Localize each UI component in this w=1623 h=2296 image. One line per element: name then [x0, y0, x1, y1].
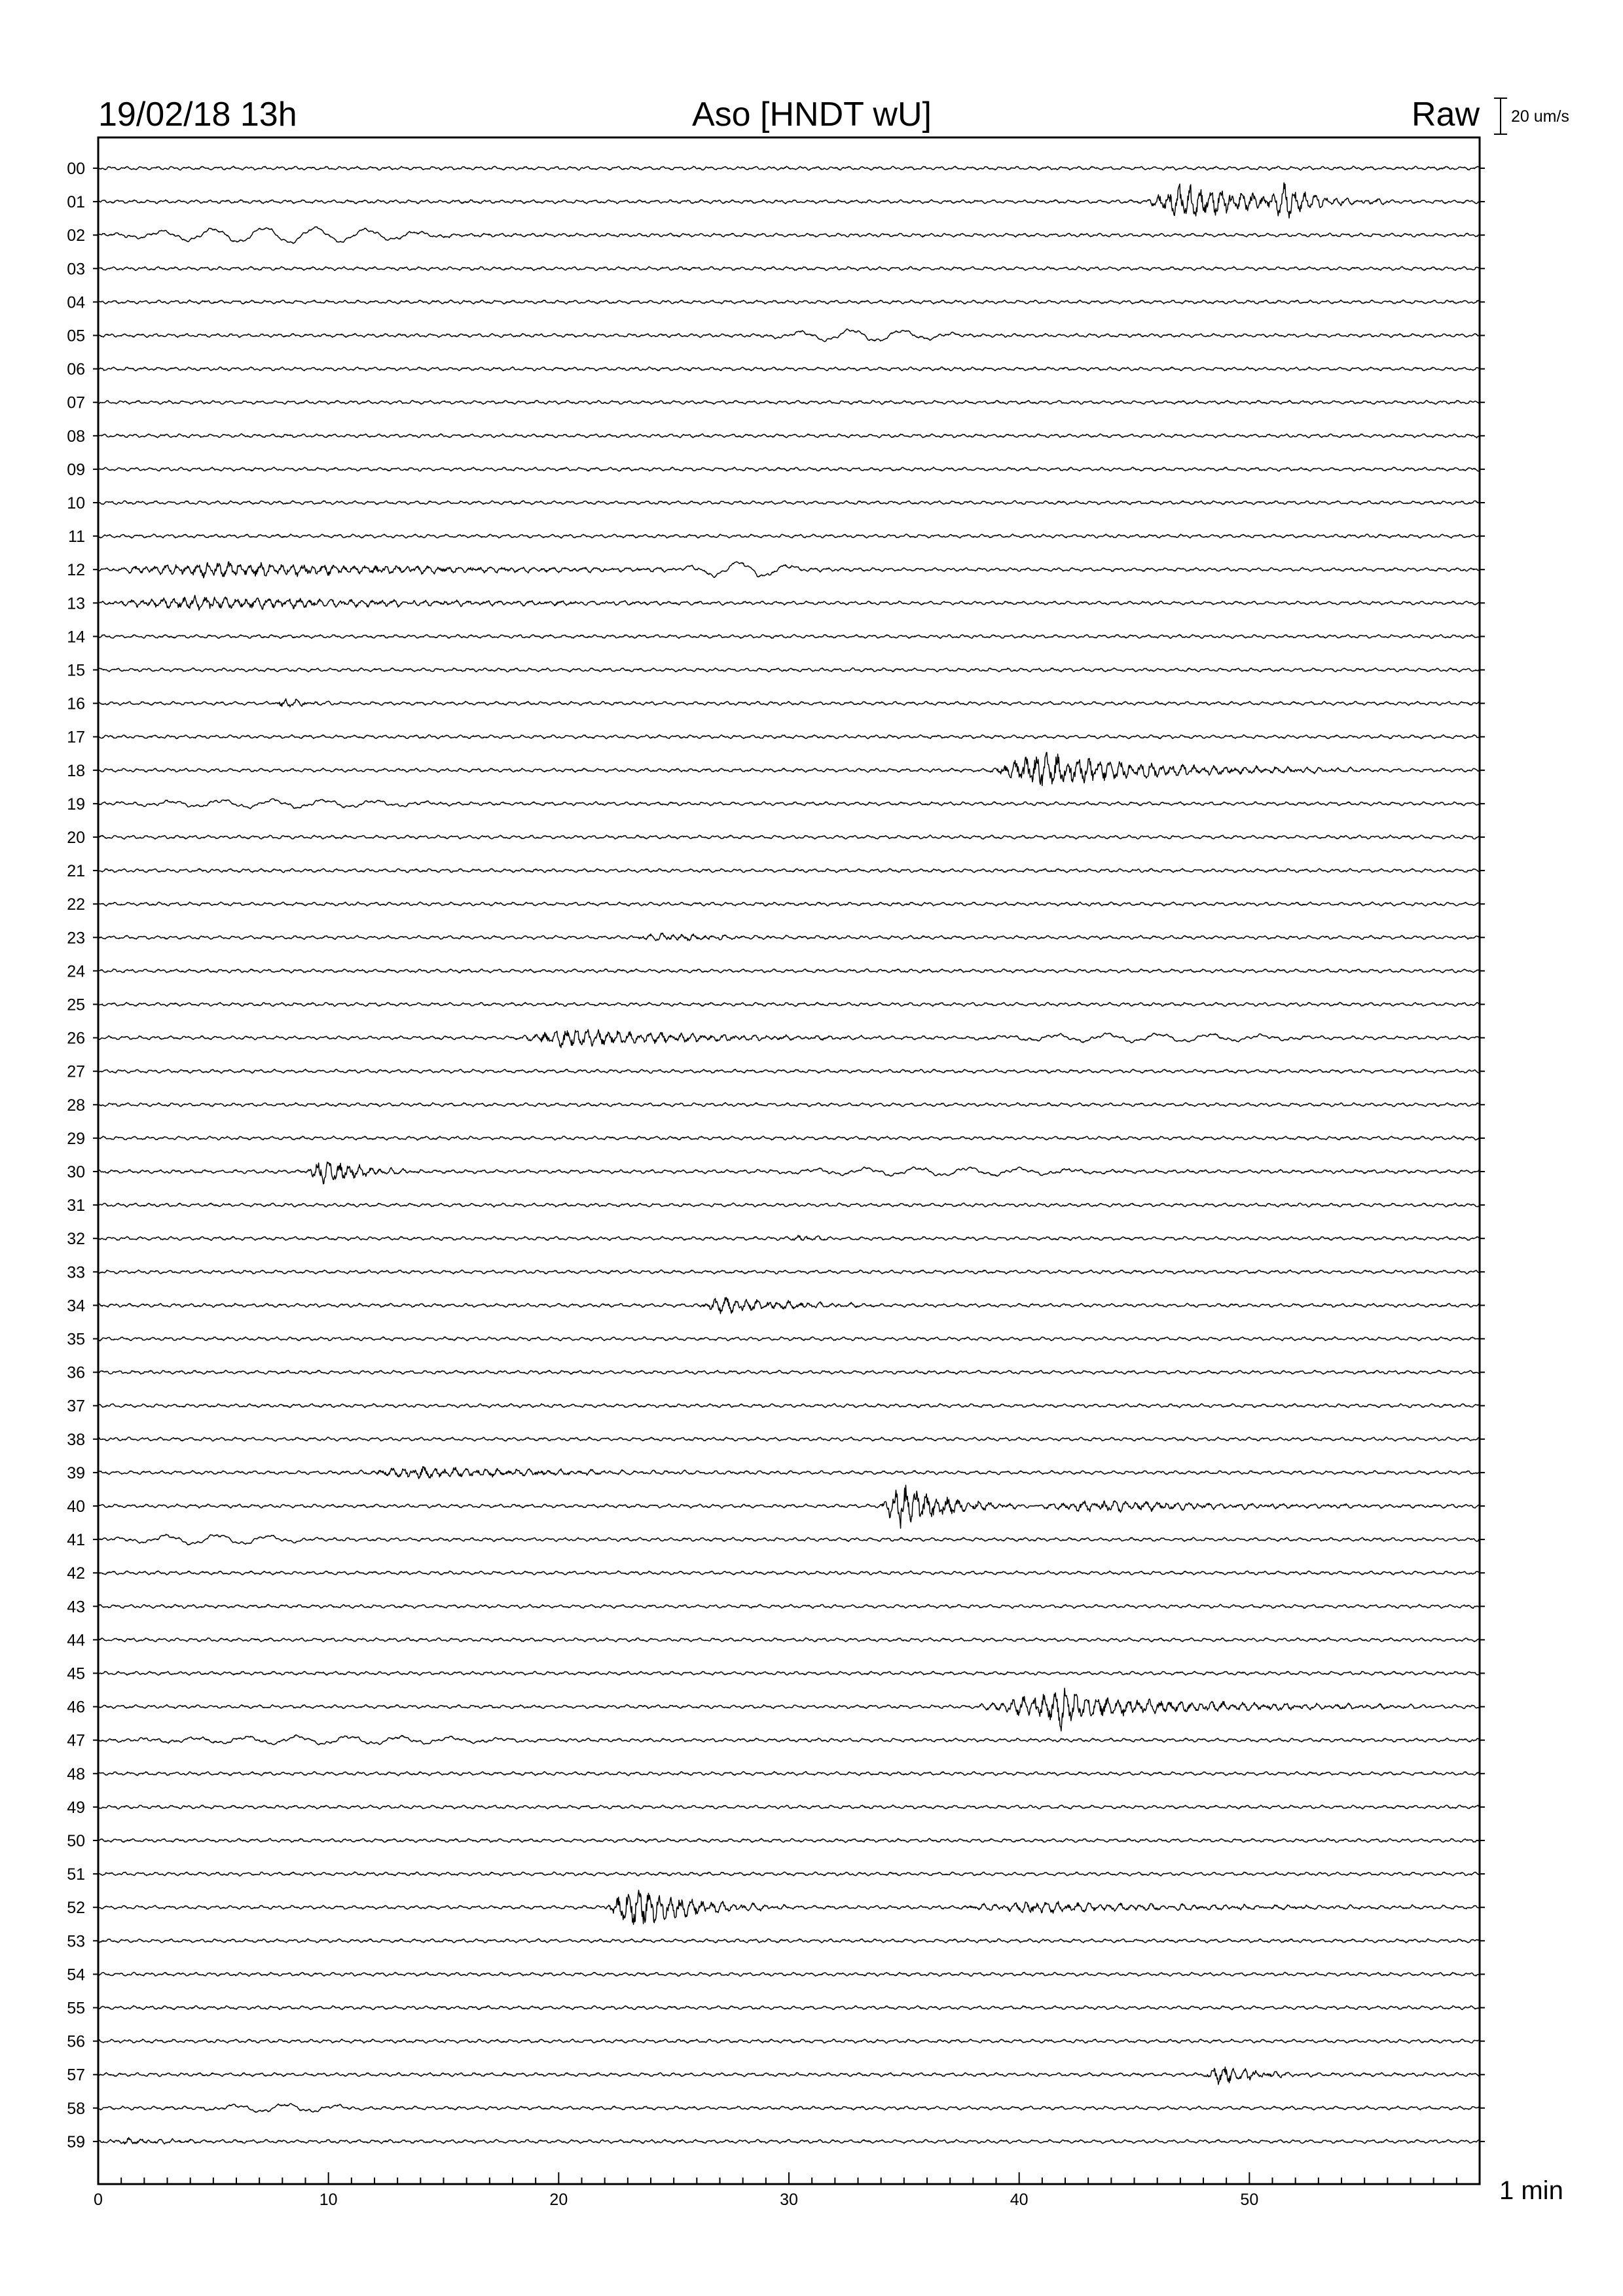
trace-line	[98, 183, 1480, 218]
row-label: 31	[67, 1196, 85, 1215]
trace-line	[98, 2104, 1480, 2112]
trace-line	[98, 1336, 1480, 1340]
row-label: 50	[67, 1832, 85, 1850]
trace-row	[67, 1732, 1485, 1750]
row-label: 03	[67, 260, 85, 279]
trace-row	[67, 752, 1485, 785]
trace-row	[67, 695, 1485, 713]
trace-row	[67, 226, 1485, 245]
x-unit-label: 1 min	[1499, 2176, 1563, 2205]
trace-line	[98, 1136, 1480, 1140]
x-tick-label: 40	[1010, 2191, 1029, 2209]
trace-line	[98, 1735, 1480, 1745]
row-label: 51	[67, 1865, 85, 1884]
trace-row	[67, 2133, 1485, 2151]
trace-row	[67, 1832, 1485, 1850]
trace-line	[98, 1772, 1480, 1776]
trace-row	[67, 327, 1485, 346]
trace-row	[67, 1665, 1485, 1683]
trace-row	[67, 1631, 1485, 1649]
row-label: 12	[67, 561, 85, 580]
trace-line	[98, 2067, 1480, 2085]
trace-row	[67, 1196, 1485, 1215]
trace-row	[67, 293, 1485, 312]
trace-row	[67, 2066, 1485, 2085]
trace-line	[98, 933, 1480, 941]
trace-row	[67, 1865, 1485, 1884]
row-label: 29	[67, 1129, 85, 1148]
trace-row	[67, 829, 1485, 847]
trace-line	[98, 752, 1480, 785]
row-label: 37	[67, 1397, 85, 1416]
trace-line	[98, 869, 1480, 872]
x-tick-label: 10	[319, 2191, 338, 2209]
row-label: 41	[67, 1531, 85, 1550]
trace-row	[67, 1799, 1485, 1817]
trace-row	[67, 1397, 1485, 1416]
trace-line	[98, 835, 1480, 839]
trace-row	[67, 461, 1485, 479]
trace-line	[98, 1404, 1480, 1408]
row-label: 55	[67, 1999, 85, 2018]
station-label: Aso [HNDT wU]	[692, 96, 932, 134]
trace-row	[67, 1230, 1485, 1248]
trace-line	[98, 1839, 1480, 1842]
row-label: 48	[67, 1765, 85, 1784]
trace-row	[67, 183, 1485, 218]
row-label: 18	[67, 761, 85, 780]
trace-line	[98, 1030, 1480, 1048]
trace-row	[67, 561, 1485, 579]
trace-line	[98, 902, 1480, 906]
row-label: 34	[67, 1297, 85, 1316]
trace-row	[67, 260, 1485, 278]
trace-line	[98, 367, 1480, 371]
trace-line	[98, 1203, 1480, 1207]
row-label: 06	[67, 360, 85, 379]
row-label: 13	[67, 594, 85, 613]
row-label: 22	[67, 895, 85, 914]
trace-line	[98, 1297, 1480, 1314]
trace-row	[67, 1464, 1485, 1482]
trace-line	[98, 1162, 1480, 1183]
trace-row	[67, 160, 1485, 178]
trace-row	[67, 1688, 1485, 1731]
trace-line	[98, 329, 1480, 342]
row-label: 42	[67, 1564, 85, 1583]
row-label: 23	[67, 929, 85, 948]
x-axis	[94, 2172, 1480, 2209]
mode-label: Raw	[1411, 96, 1480, 134]
row-label: 35	[67, 1330, 85, 1349]
trace-row	[67, 1765, 1485, 1784]
row-label: 19	[67, 795, 85, 814]
trace-row	[67, 1162, 1485, 1183]
trace-line	[98, 1872, 1480, 1876]
row-label: 54	[67, 1965, 85, 1984]
row-label: 36	[67, 1363, 85, 1382]
trace-line	[98, 1467, 1480, 1479]
trace-row	[67, 728, 1485, 747]
scale-label: 20 um/s	[1511, 107, 1569, 126]
scale-bar	[1494, 98, 1507, 134]
trace-line	[98, 1002, 1480, 1006]
trace-line	[98, 534, 1480, 538]
trace-row	[67, 594, 1485, 613]
trace-line	[98, 1270, 1480, 1274]
row-label: 43	[67, 1598, 85, 1617]
row-label: 49	[67, 1798, 85, 1817]
trace-row	[67, 1130, 1485, 1148]
row-label: 27	[67, 1062, 85, 1081]
trace-row	[67, 2000, 1485, 2018]
trace-line	[98, 1571, 1480, 1575]
row-label: 07	[67, 393, 85, 412]
trace-row	[67, 1531, 1485, 1549]
row-label: 44	[67, 1631, 85, 1650]
trace-line	[98, 1371, 1480, 1374]
trace-line	[98, 2039, 1480, 2043]
trace-line	[98, 699, 1480, 708]
row-label: 57	[67, 2066, 85, 2085]
row-label: 09	[67, 460, 85, 479]
trace-line	[98, 1103, 1480, 1107]
trace-line	[98, 1672, 1480, 1676]
trace-line	[98, 1437, 1480, 1441]
x-tick-label: 20	[549, 2191, 568, 2209]
row-label: 33	[67, 1263, 85, 1282]
trace-row	[67, 996, 1485, 1014]
trace-row	[67, 1932, 1485, 1950]
trace-row	[67, 1297, 1485, 1315]
trace-line	[98, 166, 1480, 170]
row-label: 11	[68, 528, 85, 547]
row-label: 15	[67, 661, 85, 680]
row-label: 45	[67, 1664, 85, 1683]
row-label: 47	[67, 1731, 85, 1750]
trace-row	[67, 662, 1485, 680]
row-label: 17	[67, 728, 85, 747]
trace-row	[67, 1890, 1485, 1924]
row-label: 04	[67, 293, 85, 312]
trace-row	[67, 494, 1485, 512]
trace-line	[98, 1235, 1480, 1240]
trace-line	[98, 596, 1480, 611]
row-label: 05	[67, 327, 85, 346]
trace-row	[67, 1331, 1485, 1349]
trace-row	[67, 1063, 1485, 1081]
row-label: 59	[67, 2132, 85, 2151]
trace-line	[98, 501, 1480, 505]
row-label: 39	[67, 1463, 85, 1482]
trace-line	[98, 1890, 1480, 1924]
trace-row	[68, 528, 1485, 546]
trace-line	[98, 2138, 1480, 2144]
row-label: 52	[67, 1899, 85, 1918]
trace-line	[98, 467, 1480, 471]
trace-line	[98, 434, 1480, 438]
trace-row	[67, 862, 1485, 880]
trace-line	[98, 266, 1480, 270]
row-label: 40	[67, 1498, 85, 1516]
row-label: 28	[67, 1096, 85, 1115]
trace-line	[98, 227, 1480, 243]
x-tick-label: 50	[1240, 2191, 1259, 2209]
x-tick-label: 0	[94, 2191, 103, 2209]
trace-line	[98, 300, 1480, 304]
row-label: 38	[67, 1430, 85, 1449]
trace-line	[98, 2006, 1480, 2010]
row-label: 26	[67, 1029, 85, 1048]
row-label: 00	[67, 160, 85, 178]
row-label: 53	[67, 1932, 85, 1951]
trace-line	[98, 969, 1480, 973]
trace-row	[67, 2033, 1485, 2051]
row-label: 02	[67, 226, 85, 245]
trace-line	[98, 401, 1480, 404]
trace-line	[98, 1939, 1480, 1943]
trace-row	[67, 962, 1485, 980]
row-label: 16	[67, 694, 85, 713]
row-label: 25	[67, 996, 85, 1014]
trace-rows	[67, 160, 1485, 2151]
row-label: 30	[67, 1163, 85, 1181]
trace-row	[67, 1485, 1485, 1528]
trace-line	[98, 634, 1480, 638]
trace-line	[98, 735, 1480, 739]
trace-line	[98, 1805, 1480, 1809]
trace-line	[98, 1688, 1480, 1731]
trace-row	[67, 361, 1485, 379]
trace-row	[67, 427, 1485, 446]
trace-row	[67, 895, 1485, 914]
trace-row	[67, 1598, 1485, 1616]
trace-row	[67, 1431, 1485, 1449]
trace-line	[98, 1604, 1480, 1608]
trace-line	[98, 1534, 1480, 1545]
row-label: 20	[67, 829, 85, 847]
trace-row	[67, 1364, 1485, 1382]
plot-frame	[98, 137, 1480, 2184]
row-label: 10	[67, 494, 85, 512]
trace-row	[67, 1564, 1485, 1583]
row-label: 14	[67, 628, 85, 647]
trace-row	[67, 795, 1485, 814]
datetime-label: 19/02/18 13h	[98, 96, 297, 134]
row-label: 46	[67, 1698, 85, 1717]
x-tick-label: 30	[780, 2191, 798, 2209]
trace-row	[67, 1096, 1485, 1115]
row-label: 01	[67, 193, 85, 212]
trace-row	[67, 1030, 1485, 1048]
trace-line	[98, 1485, 1480, 1528]
row-label: 24	[67, 962, 85, 981]
row-label: 21	[67, 862, 85, 881]
trace-line	[98, 1638, 1480, 1641]
trace-row	[67, 628, 1485, 646]
trace-line	[98, 1972, 1480, 1976]
trace-row	[67, 1965, 1485, 1984]
row-label: 32	[67, 1230, 85, 1249]
row-label: 58	[67, 2099, 85, 2118]
trace-row	[67, 929, 1485, 947]
trace-line	[98, 668, 1480, 672]
trace-line	[98, 562, 1480, 578]
trace-row	[67, 2100, 1485, 2118]
trace-line	[98, 1069, 1480, 1073]
row-label: 08	[67, 427, 85, 446]
trace-line	[98, 798, 1480, 808]
trace-row	[67, 1263, 1485, 1282]
row-label: 56	[67, 2032, 85, 2051]
trace-row	[67, 394, 1485, 412]
